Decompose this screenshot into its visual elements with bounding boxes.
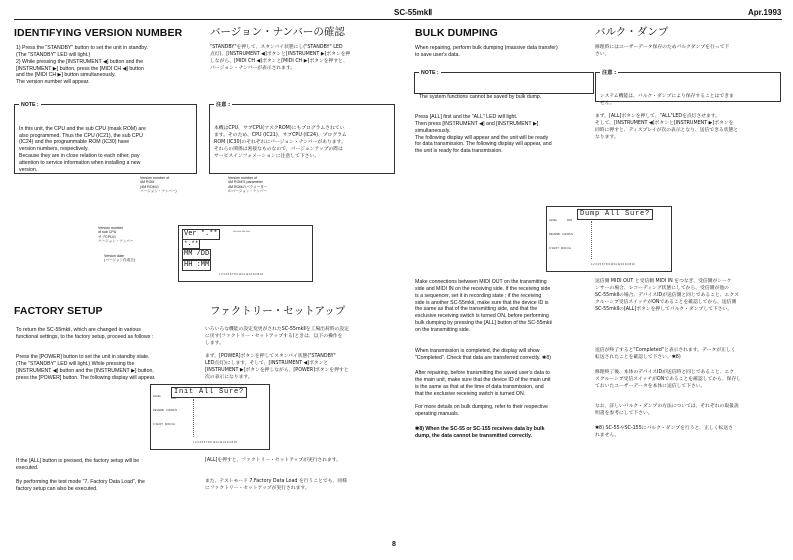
bulk-footnote-en: ✱8) When the SC-55 or SC-155 receives data by bulk dump, the data cannot be transmitted correctly. — [415, 426, 545, 439]
bulk-intro-en: When repairing, perform bulk dumping (massive data transfer) to save user's data. — [415, 45, 558, 58]
note-body: システム機能は、バルク・ダンプにより保存することはできま せん。 — [600, 93, 734, 106]
bulk-step-en: Press [ALL] first and the "ALL" LED will light. Then press [INSTRUMENT ◀] and [INSTRUMENT ▶] simultaneously. The following display will appear and the unit will be ready for data transmission. The following display will appear, and the unit is ready for data transmission. — [415, 114, 552, 155]
label-version-date: Version date (バージョン作成日) — [104, 254, 135, 263]
header-date: Apr.1993 — [748, 8, 782, 17]
lcd-scale: 1 2 3 4 5 6 7 8 9 10 11 12 13 14 15 16 — [219, 273, 263, 276]
lcd-dots: ▪▪▪▪ ▪▪▪▪ ▪▪▪▪ ▪▪▪▪ — [233, 230, 250, 233]
bulk-more-en: For more details on bulk dumping, refer to their respective operating manuals. — [415, 404, 548, 417]
bulk-lcd-text: Dump All Sure? — [577, 209, 653, 220]
bulk-connections-jp: 送信側 MIDI OUT と受信側 MIDI IN をつなぎ、受信側がシーケ ンサーの場合、レコーディング状態にしてから、受信側が他の SC-55mkⅡの場合、デバイスIDが送信側と同じであること、エクス クルーシブ受信スイッチがONであることを確認してから、送信側 SC-55mkⅡの[ALL]ボタンを押してバルク・ダンプして下さい。 — [595, 279, 739, 312]
lcd-sub-line: *.** — [184, 240, 199, 247]
factory-para3-jp: [ALL]を押すと、ファクトリー・セットアップが実行されます。 — [205, 458, 342, 463]
label-prom-version: Version number of 4M ROM'S parameter 4M ROMのパラメーター のバージョン・ナンバー — [228, 176, 268, 194]
factory-lcd: Init All Sure? LEVEL PAN REVERB CHORUS K SHIFT MIDI CH 1 2 3 4 5 6 7 8 9 10 11 12 13 14 15 16 — [150, 384, 270, 450]
bulk-lcd: Dump All Sure? LEVEL PAN REVERB CHORUS K SHIFT MIDI CH 1 2 3 4 5 6 7 8 9 10 11 12 13 14 15 16 — [546, 206, 672, 272]
bulk-after-en: After repairing, before transmitting the saved user's data to the main unit, make sure that the device ID of the main unit is the same as that at the time of data transmission, and that the exclusive receiving switch is turned ON. — [415, 370, 551, 397]
lcd-date-line: MM /DD — [182, 249, 211, 260]
bulk-lcd-scale: 1 2 3 4 5 6 7 8 9 10 11 12 13 14 15 16 — [591, 263, 635, 266]
identifying-steps-jp: "STANDBY"を押して、スタンバイ状態にし("STANDBY" LED 点灯)、[INSTRUMENT ◀]ボタンと[INSTRUMENT ▶]ボタンを押 しながら、[MIDI CH ◀]ボタンと[MIDI CH ▶]ボタンを押すと、 バージョン・ナンバーが表示されます。 — [210, 45, 351, 71]
note-body: 本機はCPU、サブCPU(マスクROM)にもプログラムされてい ます。そのため、CPU (IC21)、サブCPU (IC24)、プログラム ROM (IC30)のそれぞれにバージョン・ナンバーがあります。 それらの関係は密接なものなので、バージョンアップの際は サービスインフォメーションに注意して下さい。 — [214, 125, 347, 159]
label-sub-cpu-version: Version number of sub CPU サブCPUの バージョン・ナンバー — [98, 226, 134, 244]
lcd-time-line: HH :MM — [182, 260, 211, 271]
factory-para2-en: Press the [POWER] button to set the unit in standby state. (The "STANDBY" LED will light.) While pressing the [INSTRUMENT ◀] button and the [INSTRUMENT ▶] button, press the [POWER] button. The following display will appear. — [16, 354, 156, 381]
note-body: The system functions cannot be saved by bulk dump. — [419, 93, 542, 100]
identifying-title-jp: バージョン・ナンバーの確認 — [210, 26, 345, 38]
bulk-title-en: BULK DUMPING — [415, 27, 498, 39]
model-name: SC-55mkⅡ — [394, 8, 433, 17]
factory-title-en: FACTORY SETUP — [14, 305, 103, 317]
bulk-intro-jp: 修理時にはユーザーデータ保存のためバルクダンプを行って下 さい。 — [595, 45, 730, 57]
factory-lcd-scale: 1 2 3 4 5 6 7 8 9 10 11 12 13 14 15 16 — [193, 441, 237, 444]
bulk-note-en — [414, 70, 594, 100]
identifying-title-en: IDENTIFYING VERSION NUMBER — [14, 27, 183, 39]
version-lcd — [178, 225, 313, 282]
bulk-more-jp: なお、詳しいバルク・ダンプの方法については、それぞれの取扱説 明書を参考にして下さい。 — [595, 404, 739, 416]
bulk-after-jp: 修理終了後、本体のデバイスIDが送信時と同じであること、エク スクルーシブ受信スイッチがONであることを確認してから、保存し ておいたユーザーデータを本体に送信して下さい。 — [595, 370, 742, 389]
identifying-note-en — [14, 104, 197, 174]
note-title: NOTE : — [21, 102, 39, 108]
note-title: NOTE : — [421, 70, 439, 76]
bulk-footnote-jp: ✱8) SC-55やSC-155にバルク・ダンプを行うと、正しく転送さ れません。 — [595, 426, 733, 438]
bulk-complete-en: When transmission is completed, the display will show "Completed". Check that data are transferred correctly. ✱8) — [415, 348, 551, 361]
bulk-title-jp: バルク・ダンプ — [595, 26, 669, 38]
bulk-step-jp: まず、[ALL]ボタンを押して、"ALL"LEDを点灯させます。 そして、[INSTRUMENT ◀]ボタンと[INSTRUMENT ▶]ボタンを 同時に押すと、ディスプレイが次の表示となり、送信できる状態と なります。 — [595, 114, 739, 140]
note-title: 注意 : — [602, 70, 617, 76]
factory-para4-jp: また、テストモード 7.Factory Data Load を行うことでも、同様 にファクトリー・セットアップが実行されます。 — [205, 479, 347, 491]
bulk-connections-en: Make connections between MIDI OUT on the transmitting side and MIDI IN on the receiving side. If the receiving side is a sequencer, set it in recording state ; if the receiving side is another SC-55mkⅡ, make sure that the device ID is the same as that of the transmitting side, and that the exclusive receiving switch is turned ON, before performing bulk dumping by pressing the [ALL] button of the SC-55mkⅡ on the transmitting side. — [415, 279, 552, 334]
bulk-complete-jp: 送信が終了すると"Completed"と表示されます。データが正しく 転送されたことを確認して下さい。✱8) — [595, 348, 736, 360]
factory-para3-en: If the [ALL] button is pressed, the factory setup will be executed. — [16, 458, 140, 471]
factory-para1-jp: いろいろな機能の設定変更がされたSC-55mkⅡを工場出荷時の設定 に戻す(ファクトリー・セットアップする)ときは、以下の操作を します。 — [205, 327, 349, 346]
factory-para1-en: To return the SC-55mkⅡ, which are changed in various functional settings, to the factory setup, proceed as follows : — [16, 327, 154, 340]
note-title: 注意 : — [216, 102, 231, 108]
identifying-note-jp — [209, 104, 395, 174]
factory-para4-en: By performing the test mode "7. Factory Data Load", the factory setup can also be executed. — [16, 479, 145, 492]
note-body: In this unit, the CPU and the sub CPU (mask ROM) are also programmed. Thus the CPU (IC21), the sub CPU (IC24) and the programmable ROM (IC30) have version numbers, respectively. Because they are in close relation to each other, pay attention to service information when installing a new version. — [19, 125, 146, 173]
identifying-steps-en: 1) Press the "STANDBY" button to set the unit in standby. (The "STANDBY" LED will light.) 2) While pressing the [INSTRUMENT ◀] button and the [INSTRUMENT ▶] button, press the [MIDI CH ◀] button and the [MIDI CH ▶] button simultaneously. The version number will appear. — [16, 45, 148, 86]
header-rule — [14, 19, 782, 20]
page-number: 8 — [392, 541, 396, 548]
label-rom-version: Version number of 4M ROM (4M ROMの バージョン・ナンバー) — [140, 176, 177, 194]
lcd-ver-line: Ver *.** — [182, 229, 220, 240]
factory-title-jp: ファクトリー・セットアップ — [210, 305, 346, 317]
factory-lcd-text: Init All Sure? — [171, 387, 247, 398]
bulk-note-jp — [595, 70, 781, 106]
factory-para2-jp: まず、[POWER]ボタンを押してスタンバイ状態("STANDBY" LED点灯)にします。そして、[INSTRUMENT ◀]ボタンと [INSTRUMENT ▶]ボタンを押しながら、[POWER]ボタンを押すと 次の表示になります。 — [205, 354, 349, 380]
